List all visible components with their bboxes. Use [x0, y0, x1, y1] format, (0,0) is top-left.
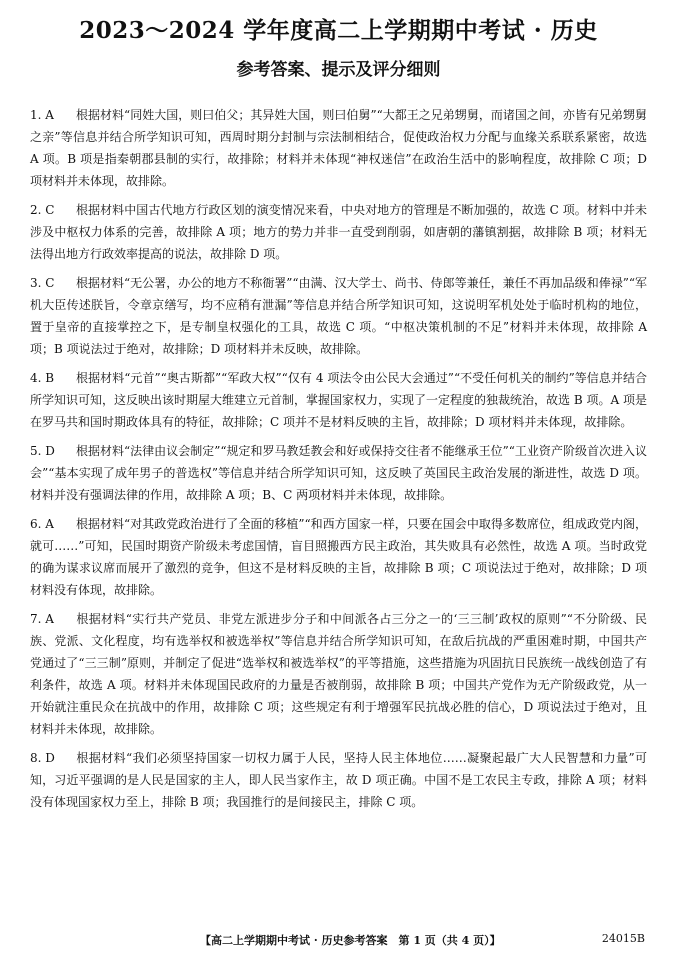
answer-explanation: 根据材料“法律由议会制定”“规定和罗马教廷教会和好或保持交往者不能继承王位”“工业资产阶级首次进入议会”“基本实现了成年男子的普选权”等信息并结合所学知识可知，这反映了英国民主政治发展的渐进性，故选 D 项。材料并没有强调法律的作用，故排除 A 项；B、C 两项材料并未体现，故排除。	[30, 444, 647, 502]
page-subtitle: 参考答案、提示及评分细则	[236, 60, 441, 80]
answer-label: 5. D	[30, 444, 55, 458]
answer-explanation: 根据材料中国古代地方行政区划的演变情况来看，中央对地方的管理是不断加强的，故选 C 项。材料中并未涉及中枢权力体系的完善，故排除 A 项；地方的势力并非一直受到削弱，如唐朝的藩镇割据，故排除 B 项；材料无法得出地方行政效率提高的说法，故排除 D 项。	[30, 203, 647, 261]
footer-page-info: 【高二上学期期中考试 · 历史参考答案 第 1 页（共 4 页）】	[200, 934, 501, 947]
answer-explanation: 根据材料“实行共产党员、非党左派进步分子和中间派各占三分之一的‘三三制’政权的原则”“不分阶级、民族、党派、文化程度，均有选举权和被选举权”等信息并结合所学知识可知，在敌后抗战的严重困难时期，中国共产党通过了“三三制”原则，并制定了促进“选举权和被选举权”的平等措施，这些措施为巩固抗日民族统一战线创造了有利条件，故选 A 项。材料并未体现国民政府的力量是否被削弱，故排除 B 项；中国共产党作为无产阶级政党，从一开始就注重民众在抗战中的作用，故排除 C 项；这些规定有利于增强军民抗战必胜的信心，D 项说法过于绝对，且材料并未体现，故排除。	[30, 612, 647, 736]
footer-code: 24015B	[601, 932, 645, 945]
answer-item	[30, 104, 647, 192]
answer-explanation: 根据材料“元首”“奥古斯都”“军政大权”“仅有 4 项法令由公民大会通过”“不受任何机关的制约”等信息并结合所学知识可知，这反映出该时期屋大维建立元首制，掌握国家权力，实现了一定程度的独裁统治，故选 B 项。A 项是在罗马共和国时期政体具有的特征，故排除；C 项并不是材料反映的主旨，故排除；D 项材料并未体现，故排除。	[30, 371, 647, 429]
page-title: 2023～2024 学年度高二上学期期中考试 · 历史	[79, 17, 598, 44]
answer-label: 3. C	[30, 276, 55, 290]
answer-explanation: 根据材料“我们必须坚持国家一切权力属于人民，坚持人民主体地位……凝聚起最广大人民智慧和力量”可知，习近平强调的是人民是国家的主人，即人民当家作主，故 D 项正确。中国不是工农民主专政，排除 A 项；材料没有体现国家权力至上，排除 B 项；我国推行的是间接民主，排除 C 项。	[30, 751, 647, 809]
answer-explanation: 根据材料“对其政党政治进行了全面的移植”“和西方国家一样，只要在国会中取得多数席位，组成政党内阁，就可……”可知，民国时期资产阶级未考虑国情，盲目照搬西方民主政治，其失败具有必然性，故选 A 项。当时政党的确为谋求议席而展开了激烈的竞争，但这不是材料反映的主旨，故排除 B 项；C 项说法过于绝对，故排除；D 项材料没有体现，故排除。	[30, 517, 647, 597]
answer-label: 7. A	[30, 612, 54, 626]
answer-item	[30, 608, 647, 740]
answer-item	[30, 367, 647, 433]
answer-explanation: 根据材料“无公署，办公的地方不称衙署”“由满、汉大学士、尚书、侍郎等兼任，兼任不再加品级和俸禄”“军机大臣传述朕旨，令章京缮写，均不应稍有泄漏”等信息并结合所学知识可知，这说明军机处处于临时机构的地位，置于皇帝的直接掌控之下，是专制皇权强化的工具，故选 C 项。“中枢决策机制的不足”材料并未体现，故排除 A 项；B 项说法过于绝对，故排除；D 项材料并未反映，故排除。	[30, 276, 647, 356]
answer-label: 1. A	[30, 108, 54, 122]
answer-item	[30, 272, 647, 360]
answer-label: 8. D	[30, 751, 55, 765]
answer-label: 2. C	[30, 203, 55, 217]
answer-explanation: 根据材料“同姓大国，则曰伯父；其异姓大国，则曰伯舅”“大都王之兄弟甥舅，而诸国之间，亦皆有兄弟甥舅之亲”等信息并结合所学知识可知，西周时期分封制与宗法制相结合，促使政治权力分配与血缘关系联系紧密，故选 A 项。B 项是指秦朝郡县制的实行，故排除；材料并未体现“神权迷信”在政治生活中的影响程度，故排除 C 项；D 项材料并未体现，故排除。	[30, 108, 647, 188]
answer-item	[30, 747, 647, 813]
answers-list	[30, 104, 647, 813]
answer-item	[30, 513, 647, 601]
answer-label: 6. A	[30, 517, 54, 531]
answer-item	[30, 440, 647, 506]
answer-item	[30, 199, 647, 265]
answer-label: 4. B	[30, 371, 55, 385]
